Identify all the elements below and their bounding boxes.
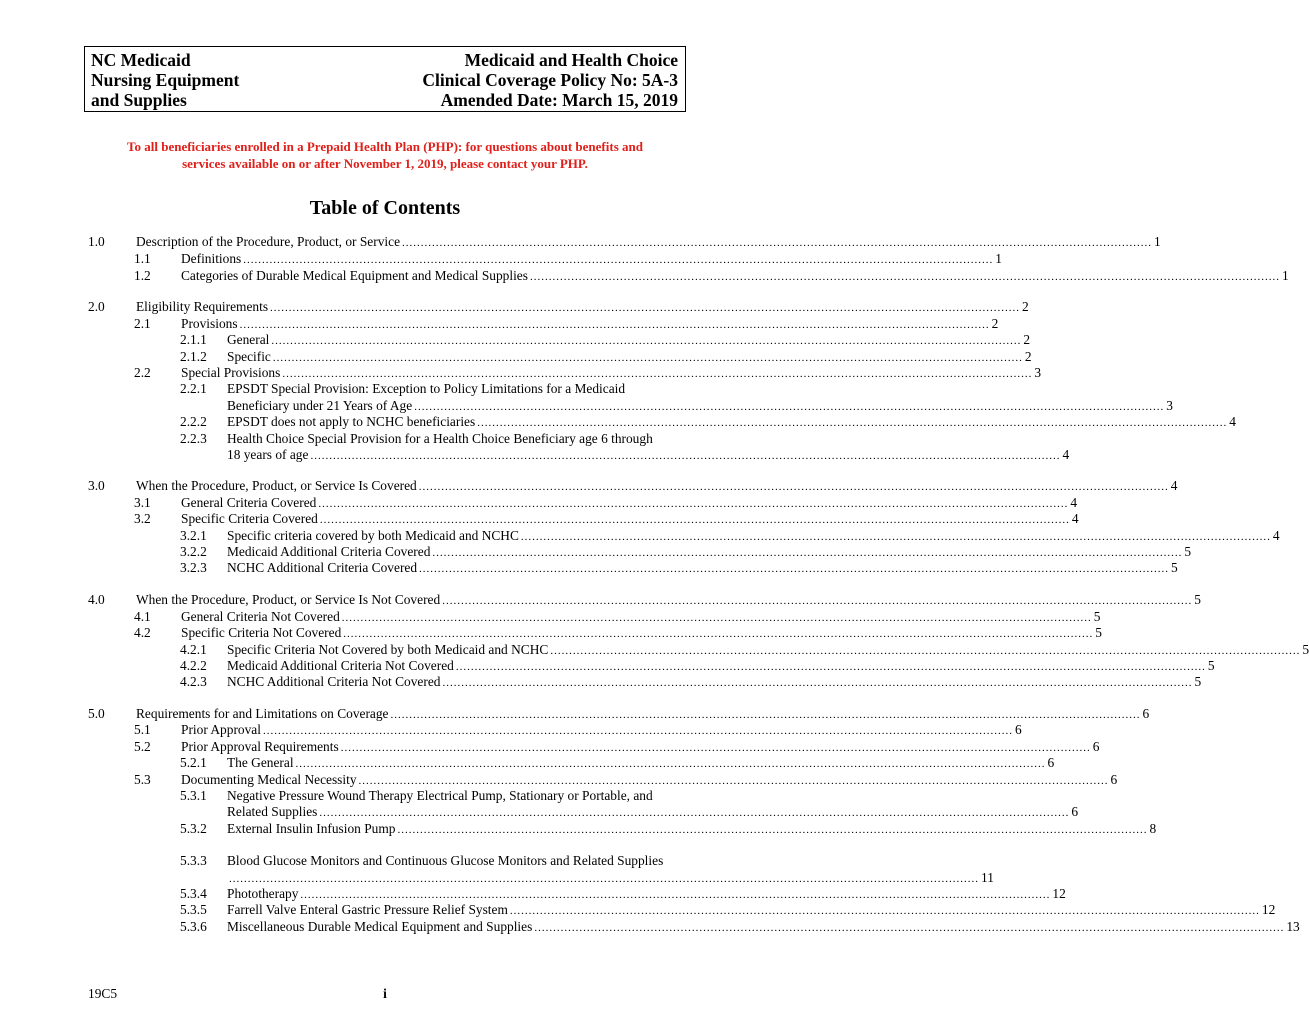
toc-entry-page: 12 [1052, 886, 1066, 901]
toc-entry-page: 2 [1023, 332, 1031, 347]
toc-leader-dots: ........................................................................................................................................................................................................ [529, 271, 1280, 283]
toc-entry-title: Specific Criteria Covered [181, 511, 318, 526]
php-notice-line: services available on or after November 1, 2019, please contact your PHP. [182, 156, 588, 171]
toc-entry-title: Prior Approval Requirements [181, 739, 339, 754]
toc-entry-number: 4.2.1 [180, 642, 207, 657]
toc-entry-page: 5 [1207, 658, 1215, 673]
toc-entry-title: Related Supplies [227, 804, 318, 819]
toc-entry-number: 4.2.3 [180, 674, 207, 689]
toc-entry[interactable] [134, 771, 1118, 788]
toc-entry-page: 11 [981, 870, 994, 885]
toc-entry-title: Provisions [181, 316, 238, 331]
toc-leader-dots: ........................................................................................................................................................................................................ [270, 302, 1021, 314]
toc-entry-page: 5 [1302, 642, 1309, 657]
toc-entry-page: 6 [1142, 706, 1150, 721]
toc-entry-page: 1 [995, 251, 1002, 266]
toc-entry-title: Specific criteria covered by both Medicaid and NCHC [227, 528, 519, 543]
toc-entry-title: EPSDT Special Provision: Exception to Policy Limitations for a Medicaid [227, 381, 626, 396]
toc-entry-title: Beneficiary under 21 Years of Age [227, 398, 413, 413]
toc-entry-title: Special Provisions [181, 365, 281, 380]
toc-entry-number: 2.1.2 [180, 349, 207, 364]
toc-entry-number: 1.2 [134, 268, 151, 283]
toc-leader-dots: ........................................................................................................................................................................................................ [262, 725, 1013, 737]
footer-code: 19C5 [88, 986, 118, 1001]
toc-leader-dots: ........................................................................................................................................................................................................ [243, 254, 994, 266]
toc-entry-title: Documenting Medical Necessity [181, 772, 357, 787]
toc-entry-page: 4 [1071, 511, 1079, 526]
toc-entry-title: Specific Criteria Not Covered by both Medicaid and NCHC [227, 642, 549, 657]
toc-entry-number: 4.2.2 [180, 658, 207, 673]
toc-entry-page: 4 [1170, 478, 1178, 493]
toc-title: Table of Contents [309, 197, 461, 219]
toc-entry-number: 2.2.3 [180, 431, 207, 446]
toc-entry-page: 6 [1047, 755, 1055, 770]
toc-entry[interactable] [180, 901, 1276, 918]
toc-entry-page: 5 [1194, 674, 1202, 689]
toc-entry[interactable] [134, 494, 1078, 511]
toc-entry[interactable] [227, 869, 994, 886]
toc-entry[interactable] [134, 364, 1042, 381]
toc-leader-dots: ........................................................................................................................................................................................................ [319, 807, 1070, 819]
toc-entry[interactable] [88, 298, 1029, 315]
toc-entry-page: 3 [1166, 398, 1173, 413]
toc-entry-title: Requirements for and Limitations on Coverage [136, 706, 389, 721]
toc-leader-dots: ........................................................................................................................................................................................................ [319, 514, 1070, 526]
toc-entry-title: Definitions [181, 251, 242, 266]
toc-entry[interactable] [134, 721, 1022, 738]
toc-entry-number: 2.1 [134, 316, 151, 331]
toc-leader-dots: ........................................................................................................................................................................................................ [318, 498, 1069, 510]
toc-entry-title: Prior Approval [181, 722, 261, 737]
toc-entry[interactable] [180, 380, 682, 397]
toc-entry-title: General Criteria Not Covered [181, 609, 340, 624]
toc-entry-number: 2.2 [134, 365, 151, 380]
header-program-line: NC Medicaid [91, 50, 191, 70]
toc-entry[interactable] [180, 430, 682, 447]
toc-entry-page: 8 [1149, 821, 1157, 836]
toc-entry-number: 3.2.2 [180, 544, 207, 559]
toc-leader-dots: ........................................................................................................................................................................................................ [442, 595, 1193, 607]
toc-leader-dots: ........................................................................................................................................................................................................ [402, 237, 1153, 249]
toc-entry-page: 6 [1014, 722, 1022, 737]
toc-entry-number: 5.3.5 [180, 902, 207, 917]
toc-entry-number: 3.0 [88, 478, 105, 493]
header-policy-line: Amended Date: March 15, 2019 [440, 90, 678, 110]
toc-entry-title: Negative Pressure Wound Therapy Electrical Pump, Stationary or Portable, and [227, 788, 653, 803]
toc-entry[interactable] [134, 608, 1101, 625]
toc-entry-title: Farrell Valve Enteral Gastric Pressure Relief System [227, 902, 508, 917]
toc-entry-page: 2 [1024, 349, 1032, 364]
toc-leader-dots: ........................................................................................................................................................................................................ [419, 563, 1170, 575]
toc-entry-number: 5.3 [134, 772, 151, 787]
toc-leader-dots: ........................................................................................................................................................................................................ [520, 531, 1271, 543]
toc-entry-page: 4 [1070, 495, 1078, 510]
toc-entry[interactable] [134, 267, 1289, 284]
toc-entry[interactable] [134, 250, 1002, 267]
toc-entry-title: Specific [227, 349, 271, 364]
policy-header [84, 46, 686, 112]
toc-entry[interactable] [88, 477, 1178, 494]
toc-entry-number: 4.1 [134, 609, 151, 624]
toc-entry[interactable] [180, 559, 1178, 576]
toc-entry-page: 4 [1229, 414, 1236, 429]
toc-entry-number: 2.2.2 [180, 414, 207, 429]
toc-entry[interactable] [227, 446, 1070, 463]
toc-entry-page: 1 [1281, 268, 1289, 283]
toc-entry[interactable] [180, 527, 1280, 544]
toc-leader-dots: ........................................................................................................................................................................................................ [272, 352, 1023, 364]
toc-leader-dots: ........................................................................................................................................................................................................ [239, 319, 990, 331]
toc-entry-page: 6 [1092, 739, 1100, 754]
toc-entry-number: 3.2.1 [180, 528, 207, 543]
toc-entry-number: 3.2 [134, 511, 151, 526]
toc-entry-number: 5.3.2 [180, 821, 207, 836]
toc-entry[interactable] [88, 705, 1150, 722]
toc-leader-dots: ........................................................................................................................................................................................................ [340, 742, 1091, 754]
php-notice [84, 138, 686, 172]
toc-entry[interactable] [180, 673, 1202, 690]
toc-entry-number: 5.3.4 [180, 886, 207, 901]
toc-entry-page: 5 [1184, 544, 1192, 559]
toc-leader-dots: ........................................................................................................................................................................................................ [300, 889, 1051, 901]
toc-entry-number: 4.0 [88, 592, 105, 607]
toc-leader-dots: ........................................................................................................................................................................................................ [442, 677, 1193, 689]
header-policy-block [422, 50, 678, 110]
toc-entry-number: 5.2 [134, 739, 151, 754]
toc-entry-number: 5.0 [88, 706, 105, 721]
toc-entry[interactable] [227, 803, 1079, 820]
header-policy-line: Clinical Coverage Policy No: 5A-3 [422, 70, 678, 90]
toc-leader-dots: ........................................................................................................................................................................................................ [534, 922, 1285, 934]
toc-entry-number: 3.1 [134, 495, 151, 510]
toc-entry-page: 6 [1110, 772, 1118, 787]
toc-entry-page: 5 [1095, 625, 1102, 640]
toc-leader-dots: ........................................................................................................................................................................................................ [282, 368, 1033, 380]
toc-leader-dots: ........................................................................................................................................................................................................ [295, 758, 1046, 770]
toc-entry-page: 5 [1093, 609, 1101, 624]
toc-entry[interactable] [134, 315, 999, 332]
toc-entry-page: 6 [1071, 804, 1079, 819]
toc-leader-dots: ........................................................................................................................................................................................................ [414, 401, 1165, 413]
toc-entry[interactable] [88, 591, 1201, 608]
toc-entry[interactable] [180, 657, 1215, 674]
toc-entry-page: 4 [1062, 447, 1070, 462]
toc-leader-dots: ........................................................................................................................................................................................................ [341, 612, 1092, 624]
toc-entry-number: 1.1 [134, 251, 151, 266]
toc-entry[interactable] [180, 918, 1300, 935]
toc-entry-title: EPSDT does not apply to NCHC beneficiaries [227, 414, 476, 429]
toc-entry-title: General Criteria Covered [181, 495, 317, 510]
header-program-line: Nursing Equipment [91, 70, 240, 90]
toc-entry-title: 18 years of age [227, 447, 309, 462]
toc-leader-dots: ........................................................................................................................................................................................................ [343, 628, 1094, 640]
toc-entry[interactable] [180, 413, 1236, 430]
toc-entry[interactable] [180, 885, 1066, 902]
toc-leader-dots: ........................................................................................................................................................................................................ [358, 775, 1109, 787]
header-policy-line: Medicaid and Health Choice [464, 50, 678, 70]
toc-entry-page: 1 [1154, 234, 1161, 249]
toc-entry[interactable] [180, 787, 682, 804]
toc-leader-dots: ........................................................................................................................................................................................................ [271, 335, 1022, 347]
toc-entry-title: Categories of Durable Medical Equipment and Medical Supplies [181, 268, 528, 283]
toc-entry[interactable] [180, 348, 1032, 365]
header-program-block [91, 50, 239, 110]
toc-entry-title: When the Procedure, Product, or Service Is Not Covered [136, 592, 441, 607]
toc-leader-dots: ........................................................................................................................................................................................................ [455, 661, 1206, 673]
toc-entry-number: 5.1 [134, 722, 151, 737]
toc-entry-title: Phototherapy [227, 886, 299, 901]
toc-entry-title: Miscellaneous Durable Medical Equipment and Supplies [227, 919, 533, 934]
toc-entry-number: 4.2 [134, 625, 151, 640]
toc-entry-number: 5.3.1 [180, 788, 207, 803]
toc-leader-dots: ........................................................................................................................................................................................................ [390, 709, 1141, 721]
toc-entry-title: Blood Glucose Monitors and Continuous Glucose Monitors and Related Supplies [227, 853, 664, 868]
footer-page-number: i [383, 986, 387, 1001]
toc-entry[interactable] [134, 624, 1102, 641]
toc-entry-title: General [227, 332, 270, 347]
toc-leader-dots: ........................................................................................................................................................................................................ [432, 547, 1183, 559]
toc-entry[interactable] [180, 754, 1055, 771]
toc-entry-page: 2 [1022, 299, 1029, 314]
toc-entry-page: 13 [1286, 919, 1300, 934]
toc-leader-dots: ........................................................................................................................................................................................................ [550, 645, 1301, 657]
toc-entry-page: 5 [1171, 560, 1178, 575]
toc-leader-dots: ........................................................................................................................................................................................................ [418, 481, 1169, 493]
toc-entry[interactable] [227, 397, 1173, 414]
toc-entry[interactable] [180, 852, 682, 869]
toc-entry-number: 2.2.1 [180, 381, 207, 396]
toc-entry-number: 1.0 [88, 234, 105, 249]
toc-entry[interactable] [180, 641, 1309, 658]
toc-leader-dots: ........................................................................................................................................................................................................ [229, 873, 979, 885]
toc-leader-dots: ........................................................................................................................................................................................................ [310, 450, 1061, 462]
toc-entry[interactable] [134, 738, 1100, 755]
toc-entry-number: 5.3.3 [180, 853, 207, 868]
toc-entry-title: When the Procedure, Product, or Service Is Covered [136, 478, 417, 493]
toc-entry-page: 3 [1034, 365, 1042, 380]
toc-entry-title: Medicaid Additional Criteria Covered [227, 544, 431, 559]
toc-leader-dots: ........................................................................................................................................................................................................ [509, 905, 1260, 917]
toc-entry-title: The General [227, 755, 294, 770]
toc-entry[interactable] [180, 331, 1031, 348]
toc-entry-page: 12 [1261, 902, 1276, 917]
toc-entry-page: 4 [1272, 528, 1280, 543]
toc-entry-title: Specific Criteria Not Covered [181, 625, 342, 640]
toc-entry-title: Health Choice Special Provision for a Health Choice Beneficiary age 6 through [227, 431, 653, 446]
toc-entry-number: 3.2.3 [180, 560, 207, 575]
toc-entry-number: 2.1.1 [180, 332, 207, 347]
toc-leader-dots: ........................................................................................................................................................................................................ [477, 417, 1228, 429]
toc-entry-number: 2.0 [88, 299, 105, 314]
php-notice-line: To all beneficiaries enrolled in a Prepaid Health Plan (PHP): for questions about benefits and [127, 139, 643, 154]
toc-entry-title: NCHC Additional Criteria Not Covered [227, 674, 441, 689]
toc-entry-number: 5.2.1 [180, 755, 207, 770]
toc-entry-title: Eligibility Requirements [136, 299, 269, 314]
toc-entry-title: External Insulin Infusion Pump [227, 821, 396, 836]
toc-entry[interactable] [180, 820, 1157, 837]
toc-leader-dots: ........................................................................................................................................................................................................ [397, 824, 1148, 836]
toc-entry-number: 5.3.6 [180, 919, 207, 934]
toc-entry-title: NCHC Additional Criteria Covered [227, 560, 418, 575]
toc-entry[interactable] [180, 543, 1192, 560]
toc-entry[interactable] [134, 510, 1079, 527]
toc-entry[interactable] [88, 233, 1161, 250]
toc-entry-title: Medicaid Additional Criteria Not Covered [227, 658, 454, 673]
toc-entry-title: Description of the Procedure, Product, or Service [136, 234, 401, 249]
toc-entry-page: 2 [991, 316, 999, 331]
header-program-line: and Supplies [91, 90, 187, 110]
toc-entry-page: 5 [1194, 592, 1201, 607]
